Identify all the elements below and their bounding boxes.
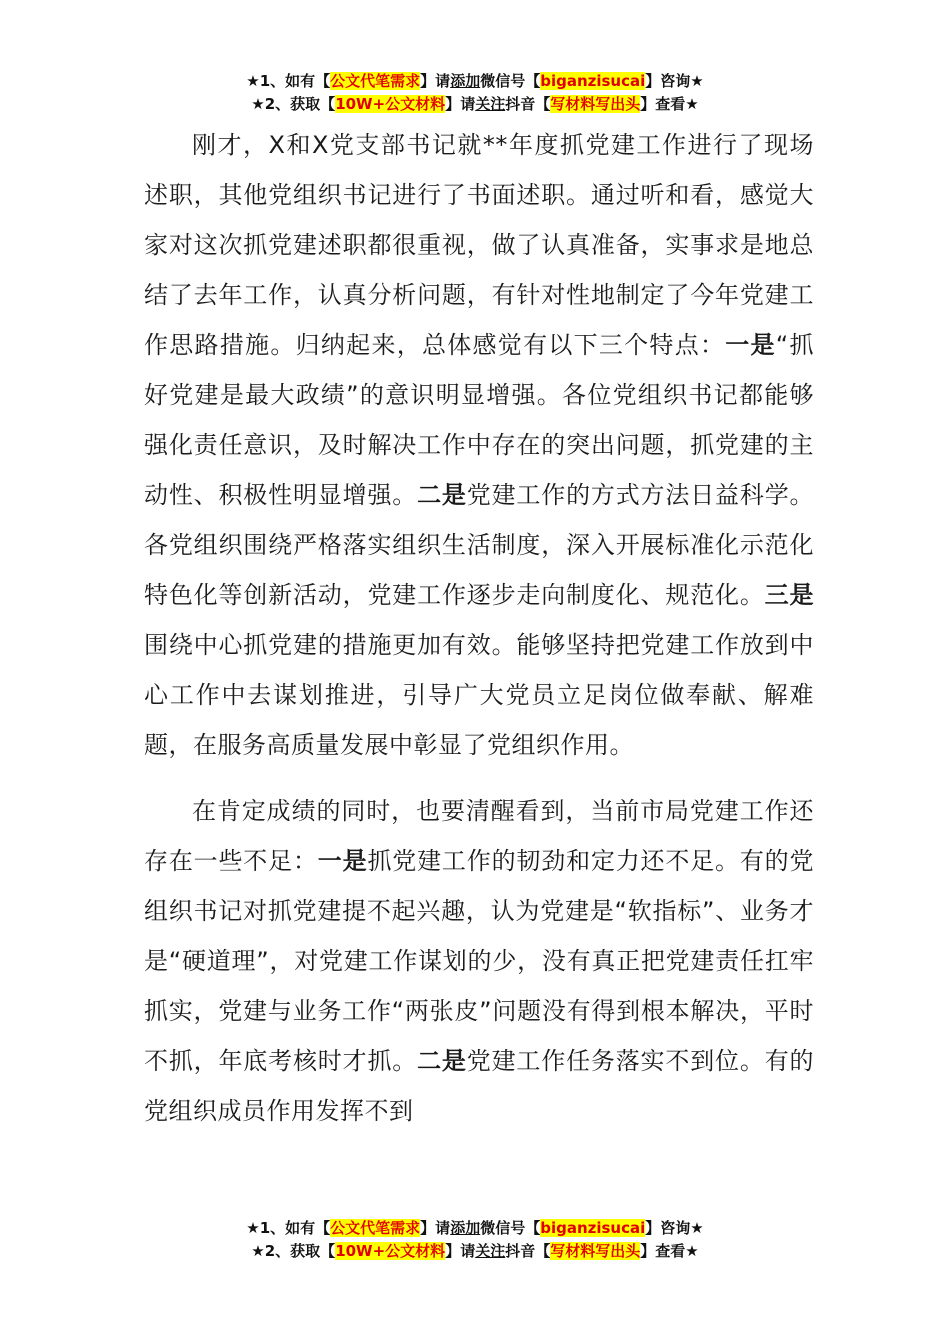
paragraph-1 xyxy=(144,120,814,770)
body-text: 抓党建工作的韧劲和定力还不足。有的党组织书记对抓党建提不起兴趣，认为党建是“软指标”、业务才是“硬道理”，对党建工作谋划的少，没有真正把党建责任扛牢抓实，党建与业务工作“两张皮”问题没有得到根本解决，平时不抓，年底考核时才抓。 xyxy=(144,847,815,1075)
banner-highlight: 公文代笔需求 xyxy=(330,1219,421,1237)
banner-douyin-id: 写材料写出头 xyxy=(550,1242,641,1260)
banner-text: 抖音【 xyxy=(505,1242,551,1260)
banner-text: ★1、如有【 xyxy=(246,72,331,90)
body-text: 党建工作任务落实不到位。有的党组织成员作用发挥不到 xyxy=(144,1047,815,1125)
header-banner xyxy=(0,70,950,116)
banner-line-2 xyxy=(0,93,950,116)
document-body xyxy=(144,120,814,1136)
paragraph-2 xyxy=(144,786,814,1136)
emphasis-text: 一是 xyxy=(317,847,368,875)
banner-underline: 关注 xyxy=(475,95,506,113)
banner-text: 】咨询★ xyxy=(645,72,704,90)
emphasis-text: 一是 xyxy=(725,331,776,359)
footer-banner xyxy=(0,1217,950,1263)
banner-wechat-id: biganzisucai xyxy=(540,1219,646,1237)
emphasis-text: 二是 xyxy=(417,1047,467,1075)
banner-text: 】请 xyxy=(445,95,476,113)
banner-text: ★2、获取【 xyxy=(251,1242,336,1260)
banner-wechat-id: biganzisucai xyxy=(540,72,646,90)
banner-text: 】请 xyxy=(445,1242,476,1260)
banner-underline: 关注 xyxy=(475,1242,506,1260)
banner-highlight: 10W+公文材料 xyxy=(335,1242,446,1260)
banner-douyin-id: 写材料写出头 xyxy=(550,95,641,113)
banner-line-1 xyxy=(0,70,950,93)
body-text: 围绕中心抓党建的措施更加有效。能够坚持把党建工作放到中心工作中去谋划推进，引导广大党员立足岗位做奉献、解难题，在服务高质量发展中彰显了党组织作用。 xyxy=(144,631,814,759)
banner-text: 】咨询★ xyxy=(645,1219,704,1237)
banner-text: 】查看★ xyxy=(640,1242,699,1260)
banner-text: 微信号【 xyxy=(480,1219,541,1237)
emphasis-text: 二是 xyxy=(417,481,467,509)
emphasis-text: 三是 xyxy=(764,581,814,609)
body-text: 在肯定成绩的同时，也要清醒看到，当前市局党建工作还存在一些不足： xyxy=(144,797,814,875)
banner-text: 微信号【 xyxy=(480,72,541,90)
banner-text: 】查看★ xyxy=(640,95,699,113)
banner-text: ★2、获取【 xyxy=(251,95,336,113)
banner-highlight: 公文代笔需求 xyxy=(330,72,421,90)
banner-line-2 xyxy=(0,1240,950,1263)
banner-text: ★1、如有【 xyxy=(246,1219,331,1237)
banner-line-1 xyxy=(0,1217,950,1240)
banner-underline: 添加 xyxy=(450,72,481,90)
banner-text: 】请 xyxy=(420,72,451,90)
body-text: “抓好党建是最大政绩”的意识明显增强。各位党组织书记都能够强化责任意识，及时解决工作中存在的突出问题，抓党建的主动性、积极性明显增强。 xyxy=(144,331,815,509)
banner-text: 抖音【 xyxy=(505,95,551,113)
banner-highlight: 10W+公文材料 xyxy=(335,95,446,113)
banner-text: 】请 xyxy=(420,1219,451,1237)
banner-underline: 添加 xyxy=(450,1219,481,1237)
body-text: 党建工作的方式方法日益科学。各党组织围绕严格落实组织生活制度，深入开展标准化示范化特色化等创新活动，党建工作逐步走向制度化、规范化。 xyxy=(144,481,815,609)
body-text: 刚才，X和X党支部书记就**年度抓党建工作进行了现场述职，其他党组织书记进行了书面述职。通过听和看，感觉大家对这次抓党建述职都很重视，做了认真准备，实事求是地总结了去年工作，认真分析问题，有针对性地制定了今年党建工作思路措施。归纳起来，总体感觉有以下三个特点： xyxy=(144,131,814,359)
